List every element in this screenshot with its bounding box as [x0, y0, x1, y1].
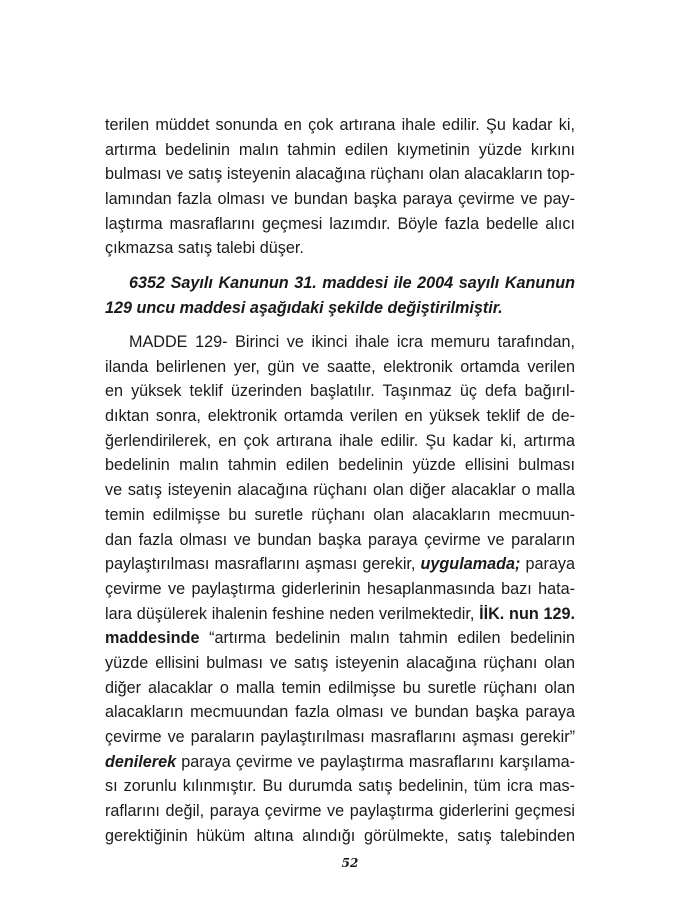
text-run: gerektiğinin hüküm altına alındığı görülmekte, satış talebinden — [105, 826, 575, 845]
text-line — [105, 330, 575, 355]
text-run: en yüksek teklif üzerinden başlatılır. Taşınmaz üç defa bağırıl- — [105, 382, 575, 401]
text-line — [105, 271, 575, 296]
text-run: artırma bedelinin malın tahmin edilen kıymetinin yüzde kırkını — [105, 140, 575, 159]
text-line — [105, 700, 575, 725]
emphasized-text: 129 uncu maddesi aşağıdaki şekilde değiştirilmiştir. — [105, 298, 503, 317]
text-run: “artırma bedelinin malın tahmin edilen bedelinin — [199, 629, 575, 648]
text-run: çevirme ve paraların paylaştırılması masraflarını aşması gerekir” — [105, 728, 575, 746]
text-line — [105, 296, 575, 321]
paragraph-madde-129 — [105, 330, 575, 848]
text-run: dan fazla olması ve bundan başka paraya çevirme ve paraların — [105, 530, 575, 549]
text-run: ğerlendirilerek, en çok artırana ihale edilir. Şu kadar ki, artırma — [105, 431, 575, 450]
text-line — [105, 676, 575, 701]
text-line — [105, 138, 575, 163]
text-line — [105, 404, 575, 429]
text-run: alacakların mecmuundan fazla olması ve bundan başka paraya — [105, 703, 575, 722]
section-heading — [105, 271, 575, 320]
text-run: raflarını değil, paraya çevirme ve paylaştırma giderlerini geçmesi — [105, 802, 575, 821]
text-run: dıktan sonra, elektronik ortamda verilen en yüksek teklif de de- — [105, 407, 575, 426]
text-run: diğer alacaklar o malla temin edilmişse bu suretle rüçhanı olan — [105, 678, 575, 697]
text-run: paraya çevirme ve paylaştırma masraflarını karşılama- — [176, 752, 575, 771]
emphasized-text: 6352 Sayılı Kanunun 31. maddesi ile 2004 sayılı Kanunun — [129, 274, 575, 292]
text-line — [105, 236, 575, 261]
text-line — [105, 750, 575, 775]
text-line — [105, 552, 575, 577]
emphasized-text: denilerek — [105, 752, 177, 771]
text-line — [105, 355, 575, 380]
text-line — [105, 113, 575, 138]
text-run: temin edilmişse bu suretle rüçhanı olan alacakların mecmuun- — [105, 505, 575, 524]
emphasized-text: maddesinde — [105, 629, 200, 648]
text-run: lamından fazla olması ve bundan başka paraya çevirme ve pay- — [105, 190, 575, 209]
text-line — [105, 212, 575, 237]
text-run: yüzde ellisini bulması ve satış isteyenin alacağına rüçhanı olan — [105, 653, 575, 672]
text-run: çevirme ve paylaştırma giderlerinin hesaplanmasında bazı hata- — [105, 579, 575, 598]
text-line — [105, 602, 575, 627]
text-run: lara düşülerek ihalenin feshine neden verilmektedir, — [105, 604, 480, 623]
text-line — [105, 774, 575, 799]
text-line — [105, 453, 575, 478]
text-line — [105, 577, 575, 602]
paragraph-1 — [105, 113, 575, 261]
text-run: ilanda belirlenen yer, gün ve saatte, elektronik ortamda verilen — [105, 357, 575, 376]
text-line — [105, 162, 575, 187]
emphasized-text: İİK. nun 129. — [479, 604, 575, 623]
emphasized-text: uygulamada; — [420, 555, 521, 574]
text-run: paraya — [520, 555, 575, 574]
text-run: çıkmazsa satış talebi düşer. — [105, 239, 304, 258]
text-run: terilen müddet sonunda en çok artırana ihale edilir. Şu kadar ki, — [105, 116, 575, 134]
text-run: bulması ve satış isteyenin alacağına rüçhanı olan alacakların top- — [105, 165, 575, 184]
text-line — [105, 651, 575, 676]
text-line — [105, 528, 575, 553]
text-run: MADDE 129- Birinci ve ikinci ihale icra memuru tarafından, — [129, 333, 575, 351]
text-line — [105, 725, 575, 750]
text-line — [105, 187, 575, 212]
text-line — [105, 379, 575, 404]
text-line — [105, 799, 575, 824]
text-line — [105, 478, 575, 503]
text-line — [105, 824, 575, 849]
text-run: bedelinin malın tahmin edilen bedelinin yüzde ellisini bulması — [105, 456, 575, 475]
text-line — [105, 626, 575, 651]
text-run: ve satış isteyenin alacağına rüçhanı olan diğer alacaklar o malla — [105, 481, 575, 500]
page-number: 52 — [341, 856, 359, 870]
text-line — [105, 429, 575, 454]
text-line — [105, 503, 575, 528]
text-run: sı zorunlu kılınmıştır. Bu durumda satış bedelinin, tüm icra mas- — [105, 777, 575, 796]
text-run: laştırma masraflarını geçmesi lazımdır. Böyle fazla bedelle alıcı — [105, 214, 575, 233]
text-run: paylaştırılması masraflarını aşması gerekir, — [105, 555, 421, 574]
